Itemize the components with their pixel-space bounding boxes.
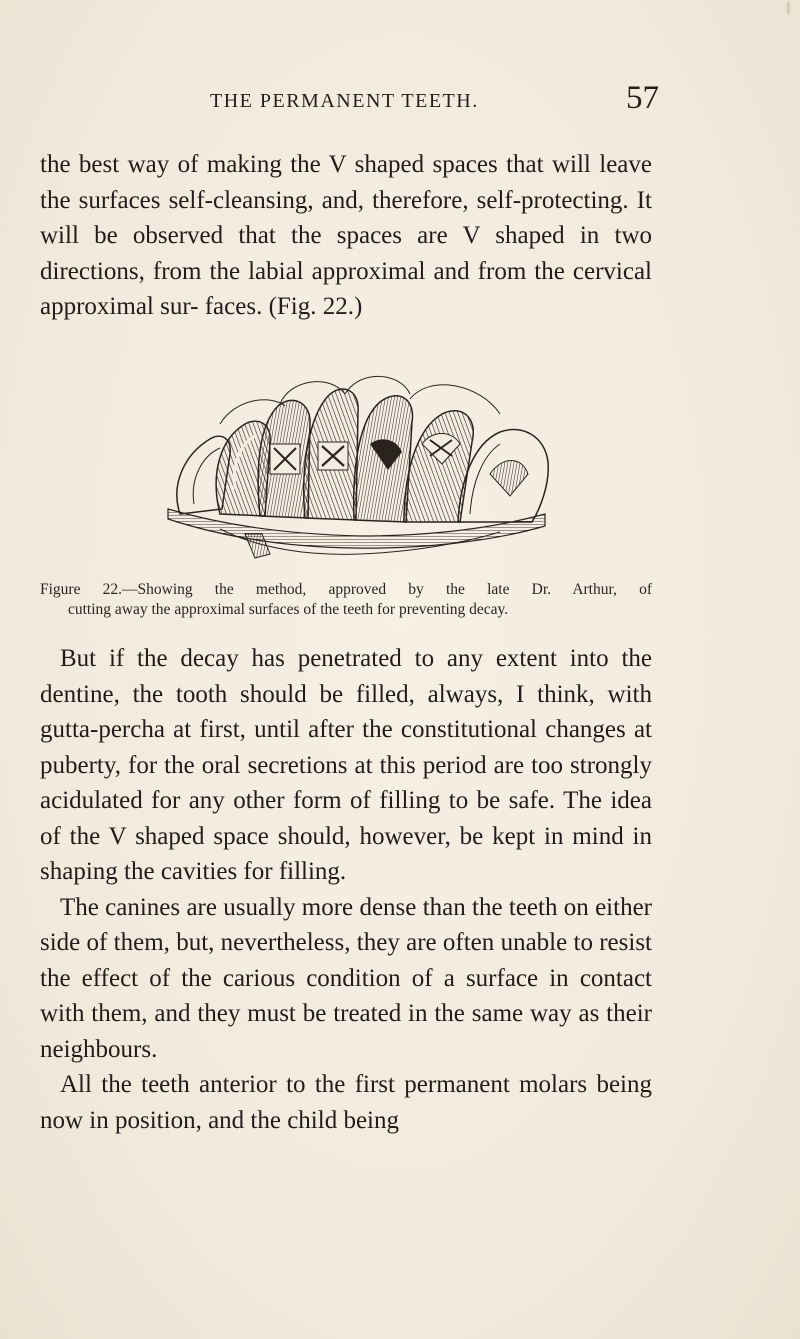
page-number: 57: [626, 80, 659, 116]
figure-caption: [40, 580, 652, 619]
paragraph-continuation: [40, 147, 652, 325]
figure-22: [160, 344, 560, 569]
paragraph-3: The canines are usually more dense than the teeth on either side of them, but, nevertheless, they are often unable to resist the effect of the carious condition of a surface in contact with them, and they must be treated in the same way as their neighbours.: [40, 893, 652, 1063]
running-head: THE PERMANENT TEETH.: [210, 90, 479, 112]
paper-mark: [787, 2, 790, 14]
main-text: [40, 641, 652, 1138]
caption-line-1: Figure 22.—Showing the method, approved by the late Dr. Arthur, of: [40, 581, 652, 598]
paragraph-2: But if the decay has penetrated to any extent into the dentine, the tooth should be filled, always, I think, with gutta-percha at first, until after the constitutional changes at puberty, for the oral secretions at this period are too strongly acidulated for any other form of filling to be safe. The idea of the V shaped space should, however, be kept in mind in shaping the cavities for filling.: [40, 645, 652, 885]
paragraph-1: the best way of making the V shaped spaces that will leave the surfaces self-cleansing, and, therefore, self-protecting. It will be observed that the spaces are V shaped in two directions, from the labial approximal and from the cervical approximal sur- faces. (Fig. 22.): [40, 151, 652, 320]
teeth-illustration: [160, 344, 560, 569]
caption-line-2: cutting away the approximal surfaces of the teeth for preventing decay.: [68, 600, 509, 618]
paragraph-4: All the teeth anterior to the first permanent molars being now in position, and the child being: [40, 1071, 652, 1134]
